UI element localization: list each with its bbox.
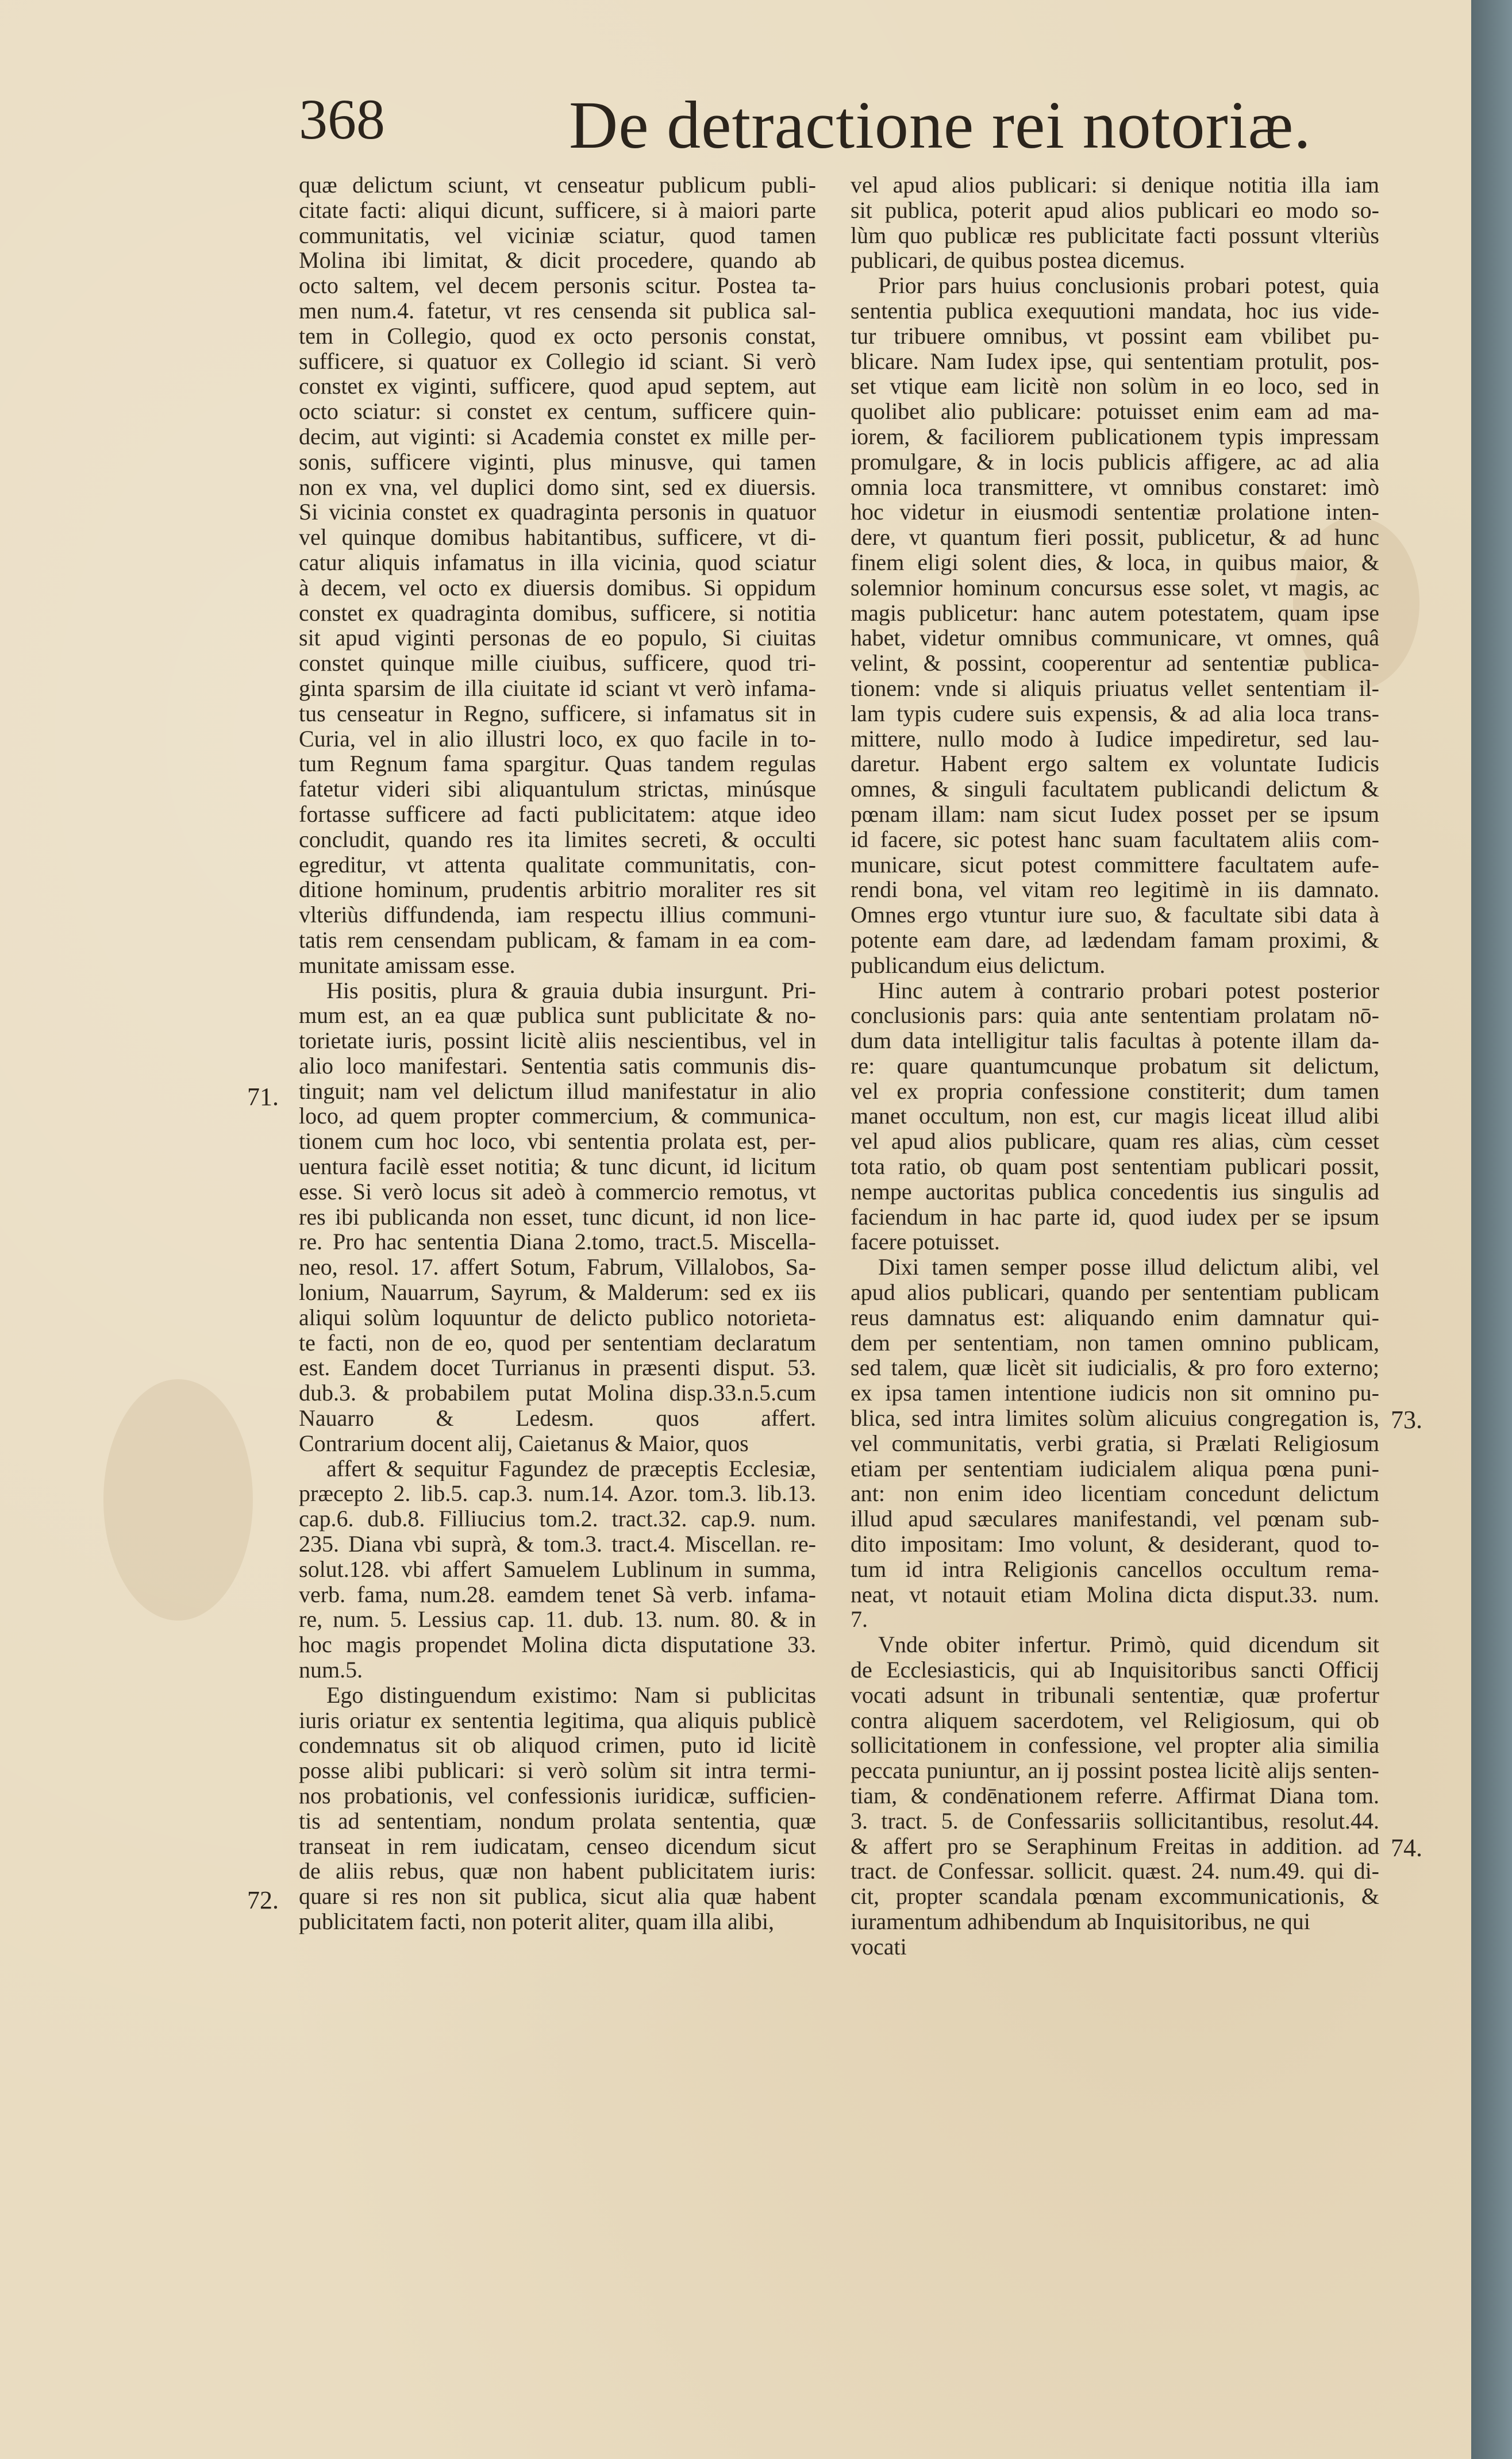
text-line: constet ex quadraginta domibus, sufficere, si notitia bbox=[299, 600, 816, 626]
text-line: vel ex propria confessione constiterit; dum tamen bbox=[851, 1078, 1379, 1104]
text-line: dito impositam: Imo volunt, & desiderant, quod to- bbox=[851, 1531, 1379, 1557]
text-line: 3. tract. 5. de Confessariis sollicitantibus, resolut.44. bbox=[851, 1808, 1379, 1834]
page-number: 368 bbox=[299, 87, 385, 151]
text-line: quæ delictum sciunt, vt censeatur publicum publi- bbox=[299, 172, 816, 198]
text-line: & affert pro se Seraphinum Freitas in addition. ad bbox=[851, 1833, 1379, 1859]
text-line: sufficere, si quatuor ex Collegio id sciant. Si verò bbox=[299, 348, 816, 374]
text-line: vel apud alios publicare, quam res alias, cùm cesset bbox=[851, 1129, 1379, 1155]
text-line: Molina ibi limitat, & dicit procedere, quando ab bbox=[299, 248, 816, 274]
text-line: dub.3. & probabilem putat Molina disp.33.n.5.cum bbox=[299, 1380, 816, 1406]
text-line: quare si res non sit publica, sicut alia quæ habent bbox=[299, 1884, 816, 1909]
text-line: transeat in rem iudicatam, censeo dicendum sicut bbox=[299, 1833, 816, 1859]
paper-stain bbox=[103, 1379, 253, 1621]
text-line: blica, sed intra limites solùm alicuius congregation is, bbox=[851, 1406, 1379, 1431]
text-line: etiam per sententiam iudicialem aliqua pœna puni- bbox=[851, 1456, 1379, 1481]
text-line: 235. Diana vbi suprà, & tom.3. tract.4. Miscellan. re- bbox=[299, 1531, 816, 1557]
text-line: cit, propter scandala pœnam excommunicationis, & bbox=[851, 1884, 1379, 1909]
text-line: vel communitatis, verbi gratia, si Prælati Religiosum bbox=[851, 1430, 1379, 1456]
text-line: Contrarium docent alij, Caietanus & Maior, quos bbox=[299, 1430, 749, 1456]
text-line: Omnes ergo vtuntur iure suo, & facultate sibi data à bbox=[851, 902, 1379, 928]
text-line: tum id intra Religionis cancellos occultum rema- bbox=[851, 1556, 1379, 1582]
text-line: aliqui solùm loquuntur de delicto publico notorieta- bbox=[299, 1304, 816, 1330]
text-line: sit publica, poterit apud alios publicari eo modo so- bbox=[851, 197, 1379, 223]
text-line: faciendum in hac parte id, quod iudex per se ipsum bbox=[851, 1204, 1379, 1230]
text-line: manet occultum, non est, cur magis liceat illud alibi bbox=[851, 1103, 1379, 1129]
text-line: tract. de Confessar. sollicit. quæst. 24. num.49. qui di- bbox=[851, 1858, 1379, 1884]
text-line: fatetur videri sibi aliquantulum strictas, minúsque bbox=[299, 776, 816, 802]
background-edge bbox=[1471, 0, 1512, 2459]
text-line: tus censeatur in Regno, sufficere, si infamatus sit in bbox=[299, 701, 816, 726]
text-line: egreditur, vt attenta qualitate communitatis, con- bbox=[299, 852, 816, 878]
text-line: à decem, vel octo ex diuersis domibus. Si oppidum bbox=[299, 575, 816, 601]
text-line: ginta sparsim de illa ciuitate id sciant vt verò infama- bbox=[299, 675, 816, 701]
text-line: non ex vna, vel duplici domo sint, sed ex diuersis. bbox=[299, 474, 816, 500]
text-line: sit apud viginti personas de eo populo, Si ciuitas bbox=[299, 625, 816, 651]
text-line: solemnior hominum concursus esse solet, vt magis, ac bbox=[851, 575, 1379, 601]
text-line: His positis, plura & grauia dubia insurgunt. Pri- bbox=[326, 978, 816, 1003]
text-line: rendi bona, vel vitam reo legitimè in iis damnato. bbox=[851, 877, 1379, 903]
text-line: promulgare, & in locis publicis affigere, ac ad alia bbox=[851, 449, 1379, 475]
text-line: posse alibi publicari: si verò solùm sit intra termi- bbox=[299, 1758, 816, 1783]
text-line: est. Eandem docet Turrianus in præsenti disput. 53. bbox=[299, 1355, 816, 1381]
text-line: catur aliquis infamatus in illa vicinia, quod sciatur bbox=[299, 549, 816, 575]
left-text-column bbox=[299, 172, 816, 1934]
text-line: magis publicetur: hanc autem potestatem, quam ipse bbox=[851, 600, 1379, 626]
text-line: tiam, & condēnationem referre. Affirmat Diana tom. bbox=[851, 1783, 1379, 1808]
text-line: lùm quo publicæ res publicitate facti possunt vlteriùs bbox=[851, 222, 1379, 248]
text-line: vlteriùs diffundenda, iam respectu illius communi- bbox=[299, 902, 816, 928]
text-line: omnia loca transmittere, vt omnibus constaret: imò bbox=[851, 474, 1379, 500]
text-line: nos probationis, vel confessionis iuridicæ, sufficien- bbox=[299, 1783, 816, 1808]
text-line: ditione hominum, prudentis arbitrio moraliter res sit bbox=[299, 877, 816, 903]
text-line: re. Pro hac sententia Diana 2.tomo, tract.5. Miscella- bbox=[299, 1229, 816, 1255]
text-line: finem eligi solent dies, & loca, in quibus maior, & bbox=[851, 549, 1379, 575]
text-line: pœnam illam: nam sicut Iudex posset per se ipsum bbox=[851, 801, 1379, 827]
text-line: id facere, sic potest hanc suam facultatem aliis com- bbox=[851, 826, 1379, 852]
text-line: de Ecclesiasticis, qui ab Inquisitoribus sancti Officij bbox=[851, 1657, 1379, 1683]
text-line: lam typis cudere suis expensis, & ad alia loca trans- bbox=[851, 701, 1379, 726]
text-line: Prior pars huius conclusionis probari potest, quia bbox=[878, 273, 1379, 298]
text-line: vel apud alios publicari: si denique notitia illa iam bbox=[851, 172, 1379, 198]
text-line: dem per sententiam, non tamen omnino publicam, bbox=[851, 1330, 1379, 1356]
text-line: potente eam dare, ad lædendam famam proximi, & bbox=[851, 927, 1379, 953]
text-line: fortasse sufficere ad facti publicitatem: atque ideo bbox=[299, 801, 816, 827]
text-line: blicare. Nam Iudex ipse, qui sententiam protulit, pos- bbox=[851, 348, 1379, 374]
text-line: præcepto 2. lib.5. cap.3. num.14. Azor. tom.3. lib.13. bbox=[299, 1481, 816, 1507]
text-line: re: quare quantumcunque probatum sit delictum, bbox=[851, 1053, 1379, 1079]
text-line: Vnde obiter infertur. Primò, quid dicendum sit bbox=[878, 1632, 1379, 1658]
text-line: tota ratio, ob quam post sententiam publicari possit, bbox=[851, 1154, 1379, 1179]
text-line: affert & sequitur Fagundez de præceptis Ecclesiæ, bbox=[326, 1456, 816, 1481]
text-line: munitate amissam esse. bbox=[299, 952, 515, 978]
text-line: apud alios publicari, quando per sententiam publicam bbox=[851, 1280, 1379, 1305]
text-line: tionem: vnde si aliquis priuatus vellet sententiam il- bbox=[851, 675, 1379, 701]
text-line: Si vicinia constet ex quadraginta personis in quatuor bbox=[299, 499, 816, 525]
text-line: sententia publica exequutioni mandata, hoc ius vide- bbox=[851, 298, 1379, 324]
text-line: te facti, non de eo, quod per sententiam declaratum bbox=[299, 1330, 816, 1356]
text-line: citate facti: aliqui dicunt, sufficere, si à maiori parte bbox=[299, 197, 816, 223]
text-line: tur tribuere omnibus, vt possint eam vbilibet pu- bbox=[851, 323, 1379, 349]
text-line: sonis, sufficere viginti, plus minusve, qui tamen bbox=[299, 449, 816, 475]
text-line: illud apud sæculares manifestandi, vel pœnam sub- bbox=[851, 1506, 1379, 1532]
text-line: mittere, nullo modo à Iudice impediretur, sed lau- bbox=[851, 726, 1379, 752]
text-line: octo saltem, vel decem personis scitur. Postea ta- bbox=[299, 273, 816, 298]
text-line: num.5. bbox=[299, 1657, 363, 1683]
text-line: tinguit; nam vel delictum illud manifestatur in alio bbox=[299, 1078, 816, 1104]
margin-number-72: 72. bbox=[247, 1886, 279, 1914]
text-line: quolibet alio publicare: potuisset enim eam ad ma- bbox=[851, 399, 1379, 424]
text-line: de aliis rebus, quæ non habent publicitatem iuris: bbox=[299, 1858, 816, 1884]
text-line: vel quinque domibus habitantibus, sufficere, vt di- bbox=[299, 525, 816, 550]
text-line: alio loco manifestari. Sententia satis communis dis- bbox=[299, 1053, 816, 1079]
text-line: res ibi publicanda non esset, tunc dicunt, id non lice- bbox=[299, 1204, 816, 1230]
margin-number-71: 71. bbox=[247, 1083, 279, 1111]
text-line: iorem, & faciliorem publicationem typis impressam bbox=[851, 424, 1379, 449]
text-line: verb. fama, num.28. eamdem tenet Sà verb. infama- bbox=[299, 1581, 816, 1607]
text-line: sollicitationem in confessione, vel propter alia similia bbox=[851, 1733, 1379, 1758]
text-line: facere potuisset. bbox=[851, 1229, 1000, 1255]
text-line: Dixi tamen semper posse illud delictum alibi, vel bbox=[878, 1254, 1379, 1280]
text-line: nempe auctoritas publica concedentis ius singulis ad bbox=[851, 1179, 1379, 1205]
text-line: communitatis, vel viciniæ sciatur, quod tamen bbox=[299, 222, 816, 248]
text-line: hoc videtur in eiusmodi sententiæ prolatione inten- bbox=[851, 499, 1379, 525]
text-line: publicari, de quibus postea dicemus. bbox=[851, 248, 1186, 274]
text-line: publicitatem facti, non poterit aliter, quam illa alibi, bbox=[299, 1908, 775, 1934]
text-line: publicandum eius delictum. bbox=[851, 952, 1106, 978]
text-line: habet, videtur omnibus communicare, vt omnes, quâ bbox=[851, 625, 1379, 651]
text-line: ex ipsa tamen intentione iudicis non sit omnino pu- bbox=[851, 1380, 1379, 1406]
text-line: reus damnatus est: aliquando enim damnatur qui- bbox=[851, 1304, 1379, 1330]
text-line: Curia, vel in alio illustri loco, ex quo facile in to- bbox=[299, 726, 816, 752]
margin-number-73: 73. bbox=[1391, 1406, 1422, 1434]
text-line: daretur. Habent ergo saltem ex voluntate Iudicis bbox=[851, 751, 1379, 777]
page-header bbox=[299, 86, 1379, 167]
text-line: tionem cum hoc loco, vbi sententia prolata est, per- bbox=[299, 1129, 816, 1155]
text-line: neo, resol. 17. affert Sotum, Fabrum, Villalobos, Sa- bbox=[299, 1254, 816, 1280]
text-line: Hinc autem à contrario probari potest posterior bbox=[878, 978, 1379, 1003]
text-line: loco, ad quem propter commercium, & communica- bbox=[299, 1103, 816, 1129]
text-line: cap.6. dub.8. Filliucius tom.2. tract.32. cap.9. num. bbox=[299, 1506, 816, 1532]
text-line: Nauarro & Ledesm. quos affert. bbox=[299, 1406, 816, 1431]
text-line: tum Regnum fama spargitur. Quas tandem regulas bbox=[299, 751, 816, 777]
text-line: men num.4. fatetur, vt res censenda sit publica sal- bbox=[299, 298, 816, 324]
text-line: 7. bbox=[851, 1607, 868, 1633]
text-line: re, num. 5. Lessius cap. 11. dub. 13. num. 80. & in bbox=[299, 1607, 816, 1633]
text-line: lonium, Nauarrum, Sayrum, & Malderum: sed ex iis bbox=[299, 1280, 816, 1305]
right-text-column bbox=[851, 172, 1379, 1960]
text-line: neat, vt notauit etiam Molina dicta disput.33. num. bbox=[851, 1581, 1379, 1607]
text-line: municare, sicut potest committere facultatem aufe- bbox=[851, 852, 1379, 878]
text-line: mum est, an ea quæ publica sunt publicitate & no- bbox=[299, 1003, 816, 1029]
text-line: sed talem, quæ licèt sit iudicialis, & pro foro externo; bbox=[851, 1355, 1379, 1381]
text-line: condemnatus sit ob aliquod crimen, puto id licitè bbox=[299, 1733, 816, 1758]
text-line: octo sciatur: si constet ex centum, sufficere quin- bbox=[299, 399, 816, 424]
text-line: tis ad sententiam, nondum prolata sententia, quæ bbox=[299, 1808, 816, 1834]
text-line: contra aliquem sacerdotem, vel Religiosum, qui ob bbox=[851, 1707, 1379, 1733]
text-line: tem in Collegio, quod ex octo personis constat, bbox=[299, 323, 816, 349]
text-line: decim, aut viginti: si Academia constet ex mille per- bbox=[299, 424, 816, 449]
text-line: solut.128. vbi affert Samuelem Lublinum in summa, bbox=[299, 1556, 816, 1582]
text-line: vocati adsunt in tribunali sententiæ, quæ profertur bbox=[851, 1682, 1379, 1708]
text-line: concludit, quando res ita limites secreti, & occulti bbox=[299, 826, 816, 852]
text-line: tatis rem censendam publicam, & famam in ea com- bbox=[299, 927, 816, 953]
text-line: dum data intelligitur talis facultas à potente illam da- bbox=[851, 1028, 1379, 1053]
text-line: peccata puniuntur, an ij possint postea licitè alijs senten- bbox=[851, 1758, 1379, 1783]
text-line: vocati bbox=[851, 1934, 907, 1960]
text-line: dere, vt quantum fieri possit, publicetur, & ad hunc bbox=[851, 525, 1379, 550]
text-line: velint, & possint, cooperentur ad sententiæ publica- bbox=[851, 651, 1379, 676]
text-line: constet ex viginti, sufficere, quod apud septem, aut bbox=[299, 374, 816, 399]
running-title: De detractione rei notoriæ. bbox=[569, 87, 1311, 163]
margin-number-74: 74. bbox=[1391, 1834, 1422, 1862]
text-line: Ego distinguendum existimo: Nam si publicitas bbox=[326, 1682, 816, 1708]
text-line: esse. Si verò locus sit adeò à commercio remotus, vt bbox=[299, 1179, 816, 1205]
text-line: iuris oriatur ex sententia legitima, qua aliquis publicè bbox=[299, 1707, 816, 1733]
text-line: set vtique eam licitè non solùm in eo loco, sed in bbox=[851, 374, 1379, 399]
text-line: conclusionis pars: quia ante sententiam prolatam nō- bbox=[851, 1003, 1379, 1029]
text-line: ant: non enim ideo licentiam concedunt delictum bbox=[851, 1481, 1379, 1507]
text-line: iuramentum adhibendum ab Inquisitoribus, ne qui bbox=[851, 1908, 1310, 1934]
text-line: constet quinque mille ciuibus, sufficere, quod tri- bbox=[299, 651, 816, 676]
text-line: hoc magis propendet Molina dicta disputatione 33. bbox=[299, 1632, 816, 1658]
text-line: omnes, & singuli facultatem publicandi delictum & bbox=[851, 776, 1379, 802]
text-line: uentura facilè esset notitia; & tunc dicunt, id licitum bbox=[299, 1154, 816, 1179]
text-line: torietate iuris, possint licitè aliis nescientibus, vel in bbox=[299, 1028, 816, 1053]
